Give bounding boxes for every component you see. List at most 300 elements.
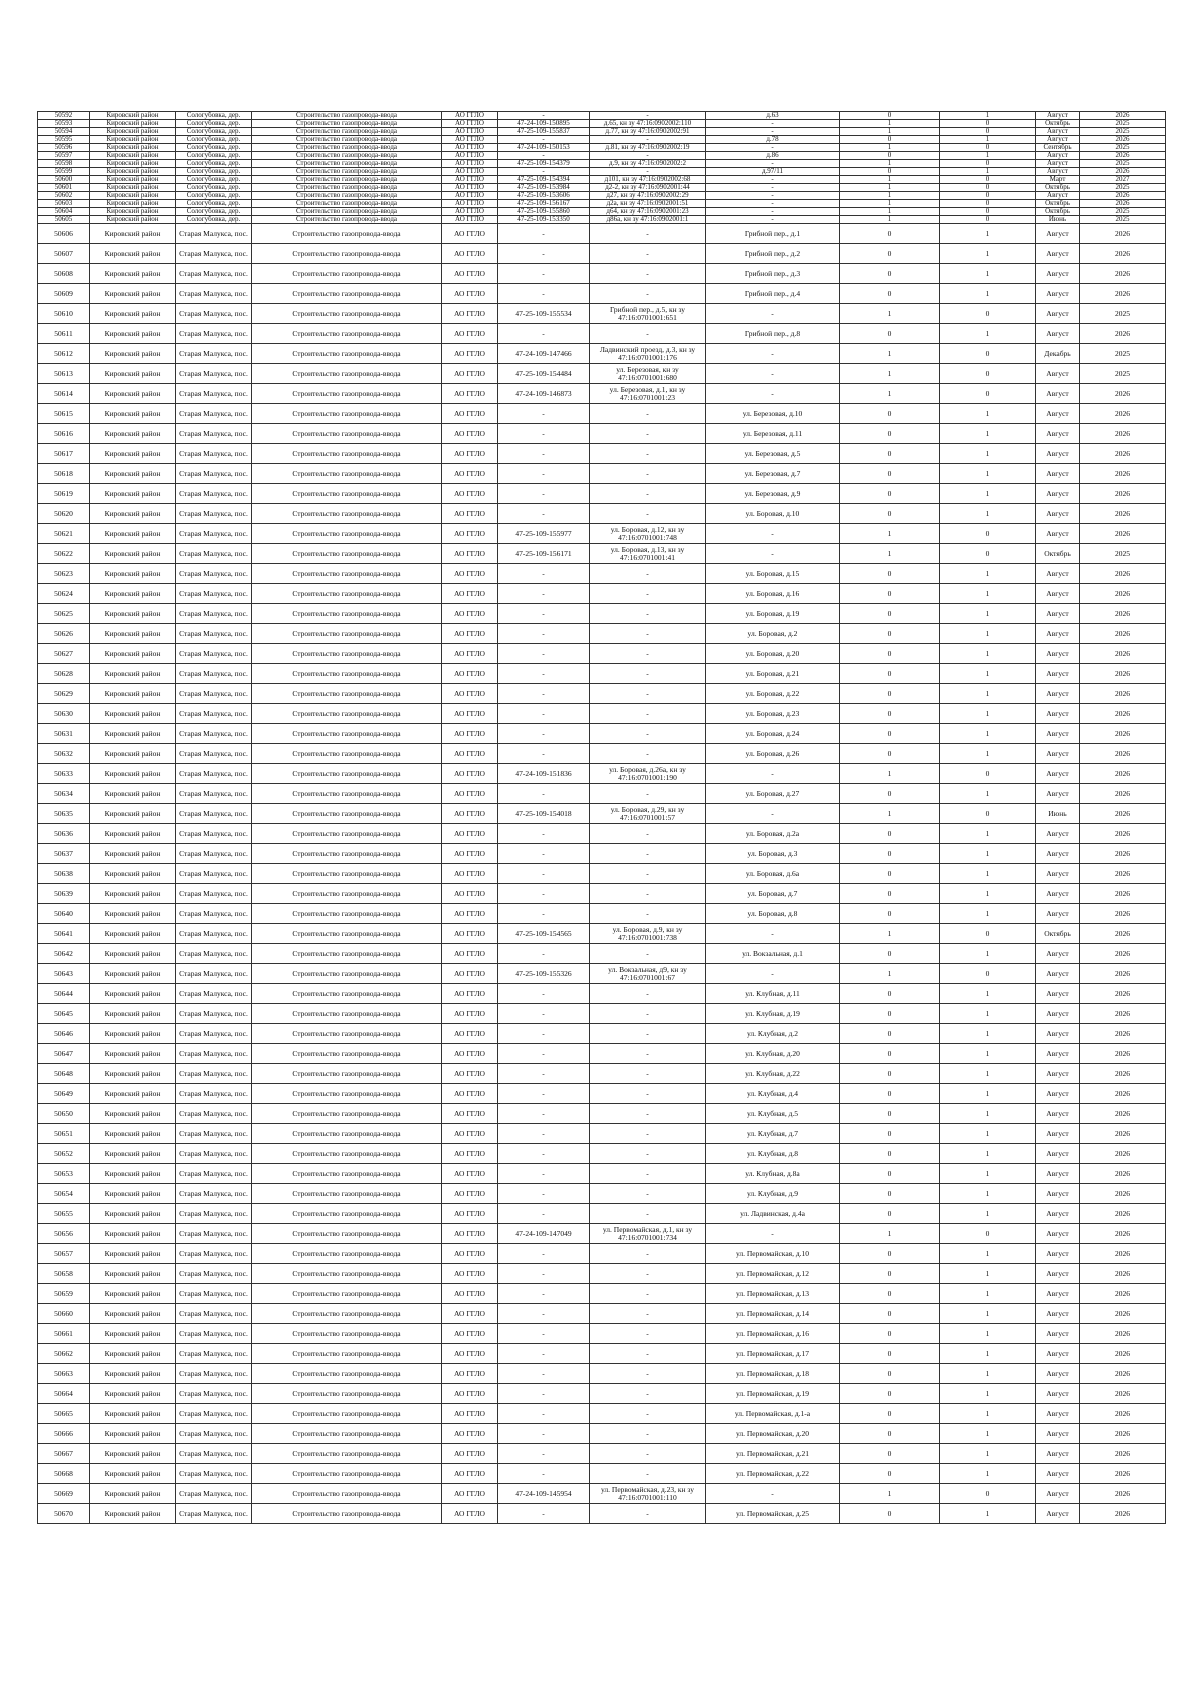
cell-settlement: Старая Малукса, пос. [176,564,252,584]
cell-row-number: 50628 [38,664,90,684]
table-row [38,1324,1166,1344]
cell-flag-a: 0 [840,244,940,264]
cell-row-number: 50635 [38,804,90,824]
cell-month: Август [1036,224,1080,244]
cell-organization: АО ГГЛО [442,1104,498,1124]
cell-work-type: Строительство газопровода-ввода [252,244,442,264]
cell-address: - [706,544,840,564]
cell-tu-number: - [498,1424,590,1444]
cell-flag-b: 1 [940,264,1036,284]
cell-district: Кировский район [90,864,176,884]
cell-flag-b: 1 [940,704,1036,724]
cell-flag-b: 1 [940,1004,1036,1024]
cell-organization: АО ГГЛО [442,764,498,784]
cell-organization: АО ГГЛО [442,504,498,524]
cell-month: Август [1036,984,1080,1004]
cell-flag-a: 0 [840,624,940,644]
cell-settlement: Старая Малукса, пос. [176,1224,252,1244]
cell-flag-b: 1 [940,1444,1036,1464]
cell-address: ул. Первомайская, д.16 [706,1324,840,1344]
cell-year: 2025 [1080,128,1166,136]
cell-tu-number: 47-25-109-155534 [498,304,590,324]
cell-flag-a: 0 [840,168,940,176]
cell-tu-number: - [498,1284,590,1304]
cell-district: Кировский район [90,192,176,200]
cell-year: 2026 [1080,444,1166,464]
cell-address: ул. Клубная, д.5 [706,1104,840,1124]
cell-district: Кировский район [90,112,176,120]
table-row [38,304,1166,324]
cell-settlement: Старая Малукса, пос. [176,764,252,784]
cell-month: Июнь [1036,216,1080,224]
cell-address: - [706,364,840,384]
cell-address: д.78 [706,136,840,144]
cell-year: 2026 [1080,1124,1166,1144]
cell-month: Август [1036,1244,1080,1264]
cell-district: Кировский район [90,584,176,604]
cell-row-number: 50662 [38,1344,90,1364]
cell-work-type: Строительство газопровода-ввода [252,1484,442,1504]
cell-settlement: Старая Малукса, пос. [176,984,252,1004]
cell-tu-number: - [498,484,590,504]
cell-address: ул. Боровая, д.26 [706,744,840,764]
cell-district: Кировский район [90,544,176,564]
cell-settlement: Сологубовка, дер. [176,216,252,224]
cell-organization: АО ГГЛО [442,1024,498,1044]
cell-cadastral-info: - [590,136,706,144]
cell-flag-a: 0 [840,1044,940,1064]
cell-flag-a: 0 [840,404,940,424]
cell-flag-a: 1 [840,184,940,192]
cell-organization: АО ГГЛО [442,904,498,924]
cell-address: Грибной пер., д.8 [706,324,840,344]
cell-tu-number: - [498,1104,590,1124]
cell-cadastral-info: ул. Боровая, д.12, кн зу 47:16:0701001:748 [590,524,706,544]
cell-settlement: Старая Малукса, пос. [176,804,252,824]
cell-organization: АО ГГЛО [442,152,498,160]
cell-row-number: 50670 [38,1504,90,1524]
cell-district: Кировский район [90,208,176,216]
cell-flag-a: 0 [840,1284,940,1304]
cell-flag-a: 0 [840,1124,940,1144]
cell-cadastral-info: - [590,724,706,744]
table-row [38,344,1166,364]
cell-address: ул. Вокзальная, д.1 [706,944,840,964]
table-row [38,1204,1166,1224]
cell-month: Август [1036,1404,1080,1424]
cell-district: Кировский район [90,1224,176,1244]
cell-year: 2025 [1080,208,1166,216]
cell-flag-b: 1 [940,744,1036,764]
cell-district: Кировский район [90,1204,176,1224]
cell-year: 2026 [1080,1424,1166,1444]
table-row [38,128,1166,136]
cell-month: Август [1036,264,1080,284]
cell-tu-number: - [498,1164,590,1184]
cell-district: Кировский район [90,1504,176,1524]
cell-flag-b: 1 [940,1064,1036,1084]
cell-cadastral-info: ул. Вокзальная, д9, кн зу 47:16:0701001:67 [590,964,706,984]
cell-tu-number: - [498,1184,590,1204]
cell-district: Кировский район [90,1024,176,1044]
cell-flag-a: 0 [840,824,940,844]
cell-month: Август [1036,284,1080,304]
cell-row-number: 50627 [38,644,90,664]
cell-organization: АО ГГЛО [442,112,498,120]
cell-settlement: Старая Малукса, пос. [176,1064,252,1084]
cell-address: ул. Первомайская, д.1-а [706,1404,840,1424]
cell-year: 2026 [1080,1144,1166,1164]
cell-settlement: Старая Малукса, пос. [176,524,252,544]
cell-row-number: 50632 [38,744,90,764]
cell-settlement: Старая Малукса, пос. [176,1404,252,1424]
cell-work-type: Строительство газопровода-ввода [252,264,442,284]
cell-month: Август [1036,704,1080,724]
cell-organization: АО ГГЛО [442,284,498,304]
cell-address: ул. Первомайская, д.18 [706,1364,840,1384]
cell-address: ул. Клубная, д.4 [706,1084,840,1104]
cell-settlement: Старая Малукса, пос. [176,484,252,504]
cell-work-type: Строительство газопровода-ввода [252,1004,442,1024]
cell-year: 2027 [1080,176,1166,184]
cell-tu-number: - [498,324,590,344]
cell-settlement: Старая Малукса, пос. [176,784,252,804]
table-row [38,1004,1166,1024]
cell-organization: АО ГГЛО [442,224,498,244]
cell-district: Кировский район [90,564,176,584]
cell-month: Август [1036,1064,1080,1084]
cell-cadastral-info: - [590,624,706,644]
cell-cadastral-info: - [590,1124,706,1144]
cell-work-type: Строительство газопровода-ввода [252,424,442,444]
cell-cadastral-info: - [590,484,706,504]
cell-work-type: Строительство газопровода-ввода [252,1124,442,1144]
cell-month: Октябрь [1036,184,1080,192]
cell-flag-b: 1 [940,644,1036,664]
cell-district: Кировский район [90,1484,176,1504]
cell-cadastral-info: - [590,1464,706,1484]
cell-district: Кировский район [90,1264,176,1284]
cell-flag-a: 0 [840,1104,940,1124]
cell-organization: АО ГГЛО [442,1344,498,1364]
cell-address: ул. Березовая, д.7 [706,464,840,484]
cell-address: - [706,1224,840,1244]
cell-district: Кировский район [90,1304,176,1324]
cell-district: Кировский район [90,624,176,644]
cell-work-type: Строительство газопровода-ввода [252,216,442,224]
cell-year: 2026 [1080,284,1166,304]
cell-cadastral-info: ул. Боровая, д.26а, кн зу 47:16:0701001:190 [590,764,706,784]
cell-row-number: 50646 [38,1024,90,1044]
cell-year: 2025 [1080,344,1166,364]
cell-flag-a: 0 [840,1024,940,1044]
cell-settlement: Старая Малукса, пос. [176,724,252,744]
cell-flag-a: 0 [840,1144,940,1164]
cell-address: д.86 [706,152,840,160]
table-row [38,524,1166,544]
cell-tu-number: 47-24-109-147466 [498,344,590,364]
cell-flag-b: 1 [940,168,1036,176]
cell-row-number: 50651 [38,1124,90,1144]
cell-district: Кировский район [90,604,176,624]
cell-address: ул. Боровая, д.16 [706,584,840,604]
cell-row-number: 50645 [38,1004,90,1024]
cell-organization: АО ГГЛО [442,424,498,444]
cell-tu-number: - [498,604,590,624]
cell-month: Август [1036,384,1080,404]
cell-cadastral-info: - [590,1244,706,1264]
cell-flag-a: 0 [840,564,940,584]
cell-tu-number: - [498,704,590,724]
cell-settlement: Старая Малукса, пос. [176,1204,252,1224]
cell-address: ул. Боровая, д.2 [706,624,840,644]
cell-settlement: Старая Малукса, пос. [176,924,252,944]
cell-tu-number: - [498,904,590,924]
cell-district: Кировский район [90,444,176,464]
cell-tu-number: - [498,624,590,644]
table-row [38,244,1166,264]
cell-work-type: Строительство газопровода-ввода [252,844,442,864]
cell-district: Кировский район [90,1344,176,1364]
cell-work-type: Строительство газопровода-ввода [252,144,442,152]
cell-work-type: Строительство газопровода-ввода [252,1424,442,1444]
cell-settlement: Старая Малукса, пос. [176,1284,252,1304]
cell-flag-a: 0 [840,264,940,284]
cell-flag-a: 1 [840,1484,940,1504]
cell-month: Август [1036,504,1080,524]
cell-settlement: Старая Малукса, пос. [176,364,252,384]
cell-work-type: Строительство газопровода-ввода [252,984,442,1004]
cell-district: Кировский район [90,152,176,160]
cell-work-type: Строительство газопровода-ввода [252,1264,442,1284]
cell-month: Август [1036,744,1080,764]
cell-settlement: Старая Малукса, пос. [176,384,252,404]
cell-flag-b: 1 [940,152,1036,160]
cell-year: 2026 [1080,784,1166,804]
cell-organization: АО ГГЛО [442,1264,498,1284]
cell-work-type: Строительство газопровода-ввода [252,200,442,208]
cell-district: Кировский район [90,924,176,944]
cell-row-number: 50648 [38,1064,90,1084]
cell-year: 2026 [1080,604,1166,624]
cell-district: Кировский район [90,1424,176,1444]
cell-address: ул. Клубная, д.11 [706,984,840,1004]
cell-flag-a: 0 [840,1004,940,1024]
cell-work-type: Строительство газопровода-ввода [252,864,442,884]
cell-year: 2026 [1080,644,1166,664]
cell-flag-a: 0 [840,844,940,864]
cell-year: 2026 [1080,744,1166,764]
cell-flag-b: 1 [940,444,1036,464]
cell-organization: АО ГГЛО [442,128,498,136]
cell-cadastral-info: д101, кн зу 47:16:0902002:68 [590,176,706,184]
cell-settlement: Старая Малукса, пос. [176,824,252,844]
cell-flag-a: 0 [840,504,940,524]
cell-address: ул. Боровая, д.7 [706,884,840,904]
cell-organization: АО ГГЛО [442,216,498,224]
cell-work-type: Строительство газопровода-ввода [252,1144,442,1164]
cell-tu-number: - [498,724,590,744]
cell-flag-b: 0 [940,192,1036,200]
cell-year: 2025 [1080,184,1166,192]
cell-month: Август [1036,884,1080,904]
cell-year: 2026 [1080,424,1166,444]
cell-flag-b: 0 [940,364,1036,384]
cell-tu-number: - [498,1264,590,1284]
cell-tu-number: - [498,152,590,160]
cell-row-number: 50600 [38,176,90,184]
cell-cadastral-info: ул. Боровая, д.13, кн зу 47:16:0701001:41 [590,544,706,564]
cell-row-number: 50640 [38,904,90,924]
cell-organization: АО ГГЛО [442,704,498,724]
cell-organization: АО ГГЛО [442,1004,498,1024]
table-row [38,764,1166,784]
cell-row-number: 50615 [38,404,90,424]
cell-work-type: Строительство газопровода-ввода [252,184,442,192]
cell-year: 2026 [1080,1064,1166,1084]
cell-row-number: 50624 [38,584,90,604]
cell-tu-number: - [498,644,590,664]
cell-cadastral-info: - [590,1384,706,1404]
cell-settlement: Сологубовка, дер. [176,160,252,168]
cell-year: 2026 [1080,864,1166,884]
cell-flag-b: 1 [940,1344,1036,1364]
cell-address: - [706,176,840,184]
cell-flag-a: 0 [840,1364,940,1384]
cell-row-number: 50630 [38,704,90,724]
cell-cadastral-info: - [590,744,706,764]
table-row [38,1084,1166,1104]
cell-address: Грибной пер., д.2 [706,244,840,264]
cell-flag-a: 0 [840,1404,940,1424]
cell-address: ул. Боровая, д.19 [706,604,840,624]
cell-organization: АО ГГЛО [442,984,498,1004]
cell-flag-a: 0 [840,1384,940,1404]
cell-tu-number: 47-24-109-150895 [498,120,590,128]
cell-work-type: Строительство газопровода-ввода [252,152,442,160]
cell-work-type: Строительство газопровода-ввода [252,208,442,216]
cell-flag-a: 0 [840,884,940,904]
cell-flag-a: 1 [840,160,940,168]
cell-organization: АО ГГЛО [442,524,498,544]
cell-flag-a: 1 [840,176,940,184]
cell-organization: АО ГГЛО [442,304,498,324]
cell-flag-b: 0 [940,160,1036,168]
cell-cadastral-info: - [590,404,706,424]
cell-district: Кировский район [90,684,176,704]
cell-settlement: Сологубовка, дер. [176,200,252,208]
table-row [38,704,1166,724]
cell-address: Грибной пер., д.3 [706,264,840,284]
cell-work-type: Строительство газопровода-ввода [252,1404,442,1424]
table-row [38,152,1166,160]
cell-month: Август [1036,444,1080,464]
cell-address: ул. Боровая, д.2а [706,824,840,844]
cell-month: Август [1036,1024,1080,1044]
cell-flag-b: 1 [940,784,1036,804]
cell-cadastral-info: ул. Боровая, д.29, кн зу 47:16:0701001:57 [590,804,706,824]
cell-row-number: 50656 [38,1224,90,1244]
cell-organization: АО ГГЛО [442,324,498,344]
cell-flag-b: 1 [940,224,1036,244]
cell-row-number: 50650 [38,1104,90,1124]
table-row [38,1244,1166,1264]
cell-organization: АО ГГЛО [442,1224,498,1244]
cell-year: 2026 [1080,804,1166,824]
cell-work-type: Строительство газопровода-ввода [252,344,442,364]
cell-organization: АО ГГЛО [442,584,498,604]
cell-address: - [706,1484,840,1504]
cell-address: - [706,208,840,216]
cell-cadastral-info: - [590,1304,706,1324]
cell-work-type: Строительство газопровода-ввода [252,1204,442,1224]
cell-flag-b: 0 [940,1224,1036,1244]
cell-settlement: Сологубовка, дер. [176,168,252,176]
cell-flag-a: 0 [840,1344,940,1364]
cell-district: Кировский район [90,784,176,804]
cell-year: 2026 [1080,1304,1166,1324]
cell-cadastral-info: - [590,1164,706,1184]
cell-month: Август [1036,1124,1080,1144]
cell-district: Кировский район [90,1464,176,1484]
cell-work-type: Строительство газопровода-ввода [252,944,442,964]
cell-tu-number: 47-24-109-151836 [498,764,590,784]
cell-settlement: Старая Малукса, пос. [176,1364,252,1384]
cell-flag-a: 0 [840,136,940,144]
cell-tu-number: - [498,424,590,444]
table-row [38,176,1166,184]
cell-address: - [706,344,840,364]
cell-row-number: 50622 [38,544,90,564]
cell-address: - [706,120,840,128]
cell-address: ул. Клубная, д.8а [706,1164,840,1184]
cell-row-number: 50601 [38,184,90,192]
cell-tu-number: 47-24-109-147049 [498,1224,590,1244]
cell-tu-number: 47-25-109-153350 [498,216,590,224]
cell-month: Август [1036,1344,1080,1364]
cell-district: Кировский район [90,744,176,764]
cell-month: Август [1036,1044,1080,1064]
cell-month: Август [1036,160,1080,168]
cell-address: - [706,184,840,192]
table-row [38,584,1166,604]
table-row [38,484,1166,504]
cell-row-number: 50603 [38,200,90,208]
cell-organization: АО ГГЛО [442,120,498,128]
cell-flag-a: 1 [840,192,940,200]
cell-district: Кировский район [90,1184,176,1204]
cell-district: Кировский район [90,1244,176,1264]
table-row [38,136,1166,144]
cell-district: Кировский район [90,244,176,264]
cell-cadastral-info: - [590,944,706,964]
cell-settlement: Старая Малукса, пос. [176,684,252,704]
cell-month: Август [1036,904,1080,924]
cell-month: Июнь [1036,804,1080,824]
cell-work-type: Строительство газопровода-ввода [252,464,442,484]
cell-address: ул. Боровая, д.23 [706,704,840,724]
cell-address: ул. Ладвинская, д.4а [706,1204,840,1224]
table-row [38,324,1166,344]
cell-year: 2026 [1080,1324,1166,1344]
table-row [38,384,1166,404]
cell-month: Август [1036,424,1080,444]
table-row [38,404,1166,424]
cell-organization: АО ГГЛО [442,644,498,664]
cell-year: 2026 [1080,1204,1166,1224]
cell-work-type: Строительство газопровода-ввода [252,704,442,724]
cell-flag-a: 0 [840,1504,940,1524]
